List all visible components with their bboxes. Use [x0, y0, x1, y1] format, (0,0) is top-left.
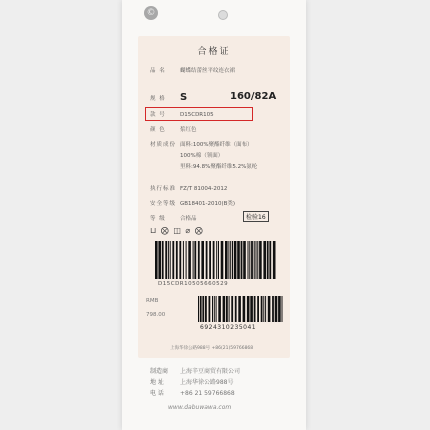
barcode-1-text: D15CDR10505660529	[158, 281, 229, 287]
barcode-bar	[209, 241, 211, 279]
barcode-bar	[194, 241, 196, 279]
barcode-bar	[202, 296, 204, 322]
safety-value: GB18401-2010(B类)	[180, 201, 236, 207]
grade-label: 等 级	[150, 216, 166, 222]
material-line-3: 里料:94.8%聚酯纤维5.2%氨纶	[180, 164, 258, 170]
product-name-label: 品 名	[150, 68, 166, 74]
barcode-bar	[186, 241, 187, 279]
barcode-2	[196, 296, 284, 322]
phone-row	[150, 388, 235, 397]
barcode-bar	[230, 241, 231, 279]
address-label: 地 址	[150, 379, 164, 386]
tag-hole	[218, 10, 228, 20]
barcode-bar	[214, 296, 215, 322]
address-value: 上海华徐公路988号	[180, 379, 234, 386]
barcode-bar	[249, 241, 250, 279]
material-line-1: 面料:100%聚酯纤维（面布）	[180, 142, 253, 148]
safety-row	[150, 199, 235, 207]
barcode-bar	[272, 296, 274, 322]
grade-row	[150, 214, 197, 222]
barcode-bar	[254, 241, 255, 279]
barcode-bar	[243, 296, 246, 322]
barcode-bar	[257, 296, 259, 322]
barcode-bar	[232, 241, 233, 279]
product-name-row	[150, 66, 235, 74]
style-number-label: 款 号	[150, 112, 166, 118]
barcode-bar	[206, 241, 208, 279]
barcode-bar	[265, 296, 266, 322]
barcode-bar	[254, 296, 256, 322]
barcode-bar	[188, 241, 191, 279]
barcode-bar	[273, 241, 276, 279]
barcode-bar	[241, 241, 243, 279]
barcode-bar	[261, 296, 263, 322]
barcode-bar	[209, 296, 211, 322]
barcode-bar	[235, 296, 237, 322]
spec-size: S	[180, 92, 188, 103]
inspection-badge: 检验16	[243, 211, 269, 222]
barcode-bar	[158, 241, 161, 279]
barcode-bar	[257, 241, 258, 279]
color-label: 颜 色	[150, 127, 166, 133]
standard-row	[150, 184, 227, 192]
phone-label: 电 话	[150, 390, 164, 397]
color-value: 浆红色	[180, 127, 197, 133]
barcode-bar	[179, 241, 181, 279]
material-label: 材质成份	[150, 142, 177, 148]
barcode-bar	[275, 296, 278, 322]
barcode-bar	[216, 241, 217, 279]
barcode-bar	[226, 296, 228, 322]
brand-logo-icon: ©	[144, 6, 158, 20]
barcode-bar	[162, 241, 164, 279]
barcode-bar	[176, 241, 178, 279]
spec-row	[150, 92, 187, 103]
website-text: www.dabuwawa.com	[168, 404, 232, 411]
barcode-bar	[259, 241, 262, 279]
barcode-bar	[263, 241, 266, 279]
address-small: 上海华徐公路988号 +86(21)59766868	[170, 346, 254, 351]
spec-label: 规 格	[150, 96, 166, 102]
barcode-bar	[205, 296, 207, 322]
barcode-bar	[198, 296, 199, 322]
barcode-bar	[212, 296, 213, 322]
barcode-bar	[256, 241, 257, 279]
barcode-bar	[218, 296, 221, 322]
price-currency: RMB	[146, 298, 159, 304]
barcode-bar	[228, 241, 229, 279]
color-row	[150, 125, 197, 133]
barcode-bar	[198, 241, 200, 279]
maker-row	[150, 366, 240, 375]
maker-value: 上海辛豆商贸有限公司	[180, 368, 241, 375]
barcode-bar	[248, 241, 249, 279]
barcode-bar	[278, 296, 281, 322]
barcode-bar	[263, 296, 264, 322]
barcode-bar	[218, 241, 219, 279]
barcode-bar	[201, 241, 204, 279]
barcode-bar	[238, 296, 241, 322]
barcode-bar	[250, 296, 253, 322]
care-symbols-icon: ⊔ ⨂ ◫ ⌀ ⨂	[150, 226, 204, 235]
standard-label: 执行标准	[150, 186, 177, 192]
barcode-bar	[172, 241, 174, 279]
material-line-2: 100%棉（领面）	[180, 153, 224, 159]
safety-label: 安全等级	[150, 201, 177, 207]
barcode-bar	[237, 241, 240, 279]
certificate-title: 合格证	[197, 47, 231, 57]
style-number-value: D15CDR105	[180, 112, 214, 118]
barcode-bar	[251, 241, 253, 279]
address-row	[150, 377, 233, 386]
price-value: 798.00	[146, 312, 166, 318]
barcode-bar	[223, 296, 226, 322]
barcode-bar	[216, 296, 217, 322]
style-number-row	[150, 110, 214, 118]
barcode-bar	[200, 296, 202, 322]
barcode-bar	[247, 296, 250, 322]
barcode-bar	[231, 296, 233, 322]
barcode-bar	[170, 241, 171, 279]
barcode-2-text: 6924310235041	[200, 324, 257, 331]
barcode-bar	[168, 241, 169, 279]
barcode-bar	[213, 241, 215, 279]
barcode-bar	[221, 241, 224, 279]
barcode-bar	[165, 241, 167, 279]
phone-value: +86 21 59766868	[180, 390, 235, 397]
barcode-1	[153, 241, 277, 279]
barcode-bar	[268, 296, 271, 322]
product-name-value: 蝴蝶结蕾丝平纹连衣裙	[180, 68, 236, 74]
barcode-bar	[183, 241, 184, 279]
barcode-bar	[155, 241, 158, 279]
maker-label: 制造商	[150, 368, 169, 375]
barcode-bar	[229, 296, 230, 322]
barcode-bar	[269, 241, 271, 279]
barcode-bar	[193, 241, 194, 279]
barcode-bar	[225, 241, 228, 279]
material-row	[150, 140, 253, 148]
barcode-bar	[243, 241, 246, 279]
barcode-bar	[234, 241, 237, 279]
barcode-bar	[282, 296, 283, 322]
standard-value: FZ/T 81004-2012	[180, 186, 228, 192]
barcode-bar	[267, 241, 269, 279]
spec-measure: 160/82A	[230, 91, 277, 102]
grade-value: 合格品	[180, 216, 197, 222]
